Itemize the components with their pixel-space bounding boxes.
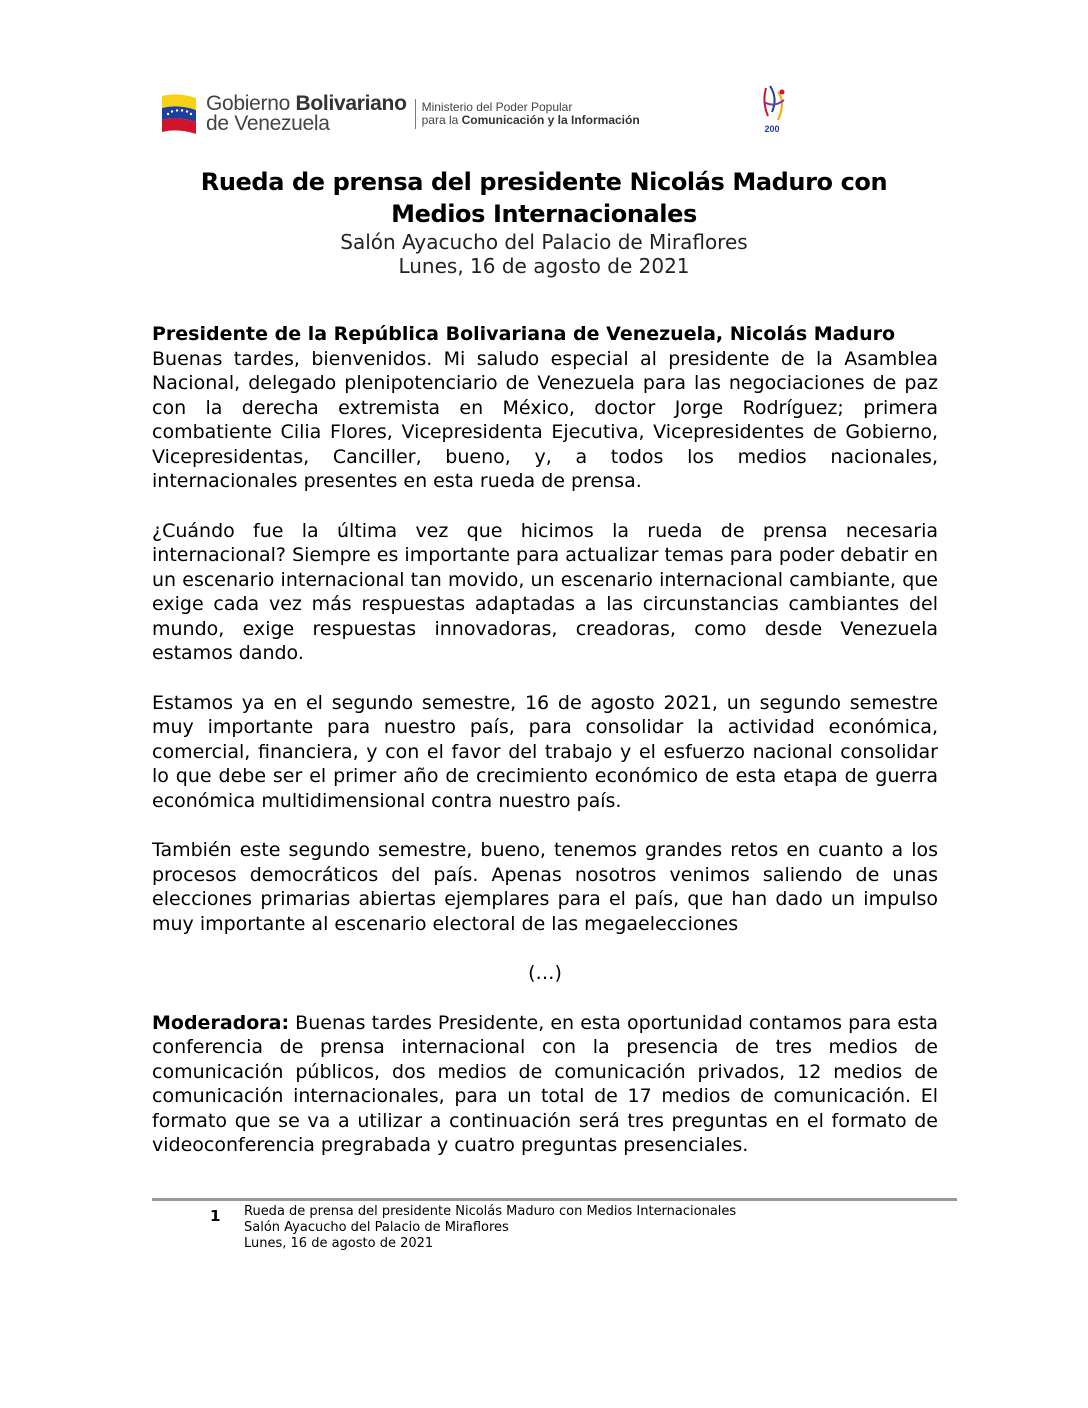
event-date: Lunes, 16 de agosto de 2021 [398,254,690,278]
page-footer [210,1204,737,1252]
document-title-line2: Medios Internacionales [391,200,697,228]
paragraph-4: También este segundo semestre, bueno, tenemos grandes retos en cuanto a los procesos democráticos del país. Apenas nosotros venimos saliendo de unas elecciones primarias abiertas ejemplares para el país, que han dado un impulso muy importante al escenario electoral de las megaelecciones [152,839,938,935]
paragraph-1 [152,322,938,494]
government-name [206,94,407,134]
document-title-line1: Rueda de prensa del presidente Nicolás Maduro con [200,168,888,196]
bicentennial-text: 200 [764,124,780,134]
venezuela-flag-icon [158,92,200,136]
gov-name-part2: Bolivariano [295,92,407,115]
paragraph-1-text: Buenas tardes, bienvenidos. Mi saludo especial al presidente de la Asamblea Nacional, delegado plenipotenciario de Venezuela para las negociaciones de paz con la derecha extremista en México, doctor Jorge Rodríguez; primera combatiente Cilia Flores, Vicepresidenta Ejecutiva, Vicepresidentes de Gobierno, Vicepresidentas, Canciller, bueno, y, a todos los medios nacionales, internacionales presentes en esta rueda de prensa. [152,347,938,492]
paragraph-5 [152,1011,938,1158]
speaker-president: Presidente de la República Bolivariana de Venezuela, Nicolás Maduro [152,323,896,345]
letterhead [158,92,948,152]
gov-name-line2: de Venezuela [206,112,330,135]
event-location: Salón Ayacucho del Palacio de Miraflores [340,230,748,254]
speaker-moderator: Moderadora: [152,1011,290,1034]
paragraph-2: ¿Cuándo fue la última vez que hicimos la rueda de prensa necesaria internacional? Siempre es importante para actualizar temas para poder debatir en un escenario internacional tan movido, un escenario internacional cambiante, que exige cada vez más respuestas adaptadas a las circunstancias cambiantes del mundo, exige respuestas innovadoras, creadoras, como desde Venezuela estamos dando. [152,519,938,664]
ministry-name [422,101,640,127]
footer-location: Salón Ayacucho del Palacio de Miraflores [244,1220,509,1235]
paragraph-5-text: Buenas tardes Presidente, en esta oportunidad contamos para esta conferencia de prensa internacional con la presencia de tres medios de comunicación públicos, dos medios de comunicación privados, 12 medios de comunicación internacionales, para un total de 17 medios de comunicación. El formato que se va a utilizar a continuación será tres preguntas en el formato de videoconferencia pregrabada y cuatro preguntas presenciales. [152,1011,938,1156]
transcript-body [152,322,938,1183]
omission-marker: (…) [528,962,562,984]
footer-divider [152,1198,957,1201]
document-title-block [0,166,1088,278]
logo-divider [415,99,416,129]
ministry-line2-part2: Comunicación y la Información [461,113,640,127]
footer-date: Lunes, 16 de agosto de 2021 [244,1236,434,1251]
page-number: 1 [210,1207,221,1225]
footer-title: Rueda de prensa del presidente Nicolás Maduro con Medios Internacionales [244,1204,737,1219]
gov-name-part1: Gobierno [206,92,296,115]
ministry-line1: Ministerio del Poder Popular [421,100,573,114]
bicentennial-logo-icon [748,82,800,146]
paragraph-3: Estamos ya en el segundo semestre, 16 de agosto 2021, un segundo semestre muy importante para nuestro país, para consolidar la actividad económica, comercial, financiera, y con el favor del trabajo y el esfuerzo nacional consolidar lo que debe ser el primer año de crecimiento económico de esta etapa de guerra económica multidimensional contra nuestro país. [152,691,938,812]
government-logo [158,92,640,136]
ministry-line2-part1: para la [421,113,462,127]
